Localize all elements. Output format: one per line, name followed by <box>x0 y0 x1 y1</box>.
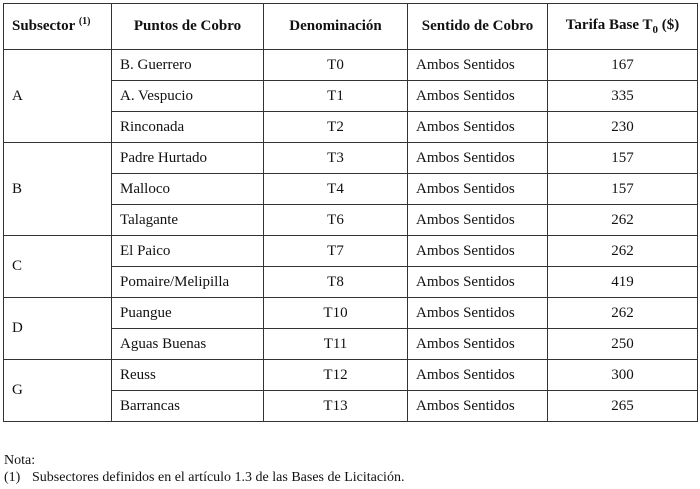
footnote-title: Nota: <box>4 453 36 468</box>
tarifa-cell: 262 <box>548 236 698 267</box>
sentido-cell: Ambos Sentidos <box>408 205 548 236</box>
tarifa-cell: 335 <box>548 81 698 112</box>
punto-cell: Barrancas <box>112 391 264 422</box>
punto-cell: Puangue <box>112 298 264 329</box>
table-row <box>4 360 698 391</box>
toll-table <box>3 3 698 422</box>
sentido-cell: Ambos Sentidos <box>408 174 548 205</box>
tarifa-cell: 167 <box>548 50 698 81</box>
header-row <box>4 4 698 50</box>
punto-cell: Aguas Buenas <box>112 329 264 360</box>
sentido-cell: Ambos Sentidos <box>408 81 548 112</box>
subsector-cell: G <box>4 360 112 422</box>
punto-cell: Reuss <box>112 360 264 391</box>
sentido-cell: Ambos Sentidos <box>408 267 548 298</box>
denominacion-cell: T4 <box>264 174 408 205</box>
punto-cell: El Paico <box>112 236 264 267</box>
tarifa-cell: 265 <box>548 391 698 422</box>
subsector-cell: B <box>4 143 112 236</box>
denominacion-cell: T11 <box>264 329 408 360</box>
punto-cell: B. Guerrero <box>112 50 264 81</box>
denominacion-cell: T7 <box>264 236 408 267</box>
tarifa-cell: 157 <box>548 174 698 205</box>
denominacion-cell: T3 <box>264 143 408 174</box>
punto-cell: A. Vespucio <box>112 81 264 112</box>
denominacion-cell: T6 <box>264 205 408 236</box>
header-subsector: Subsector $^{(1)}$ <box>4 4 112 50</box>
table-row <box>4 236 698 267</box>
table-row <box>4 143 698 174</box>
denominacion-cell: T2 <box>264 112 408 143</box>
header-denominacion: Denominación <box>264 4 408 50</box>
denominacion-cell: T12 <box>264 360 408 391</box>
tarifa-cell: 262 <box>548 298 698 329</box>
header-tarifa: Tarifa Base $T_0$ ($) <box>548 4 698 50</box>
footnote-ref: (1) <box>78 16 91 27</box>
punto-cell: Talagante <box>112 205 264 236</box>
sentido-cell: Ambos Sentidos <box>408 360 548 391</box>
subsector-cell: D <box>4 298 112 360</box>
subsector-cell: A <box>4 50 112 143</box>
table-row <box>4 298 698 329</box>
denominacion-cell: T13 <box>264 391 408 422</box>
tarifa-cell: 157 <box>548 143 698 174</box>
punto-cell: Rinconada <box>112 112 264 143</box>
tarifa-cell: 419 <box>548 267 698 298</box>
footnote <box>4 452 404 486</box>
sentido-cell: Ambos Sentidos <box>408 236 548 267</box>
subsector-cell: C <box>4 236 112 298</box>
denominacion-cell: T8 <box>264 267 408 298</box>
tarifa-cell: 230 <box>548 112 698 143</box>
sentido-cell: Ambos Sentidos <box>408 50 548 81</box>
sentido-cell: Ambos Sentidos <box>408 391 548 422</box>
header-puntos: Puntos de Cobro <box>112 4 264 50</box>
tarifa-cell: 262 <box>548 205 698 236</box>
punto-cell: Pomaire/Melipilla <box>112 267 264 298</box>
sentido-cell: Ambos Sentidos <box>408 112 548 143</box>
sentido-cell: Ambos Sentidos <box>408 298 548 329</box>
footnote-item <box>4 469 404 486</box>
punto-cell: Malloco <box>112 174 264 205</box>
header-sentido: Sentido de Cobro <box>408 4 548 50</box>
footnote-mark: (1) <box>4 470 21 485</box>
sentido-cell: Ambos Sentidos <box>408 143 548 174</box>
punto-cell: Padre Hurtado <box>112 143 264 174</box>
denominacion-cell: T1 <box>264 81 408 112</box>
tarifa-cell: 300 <box>548 360 698 391</box>
denominacion-cell: T0 <box>264 50 408 81</box>
tarifa-cell: 250 <box>548 329 698 360</box>
table-row <box>4 50 698 81</box>
denominacion-cell: T10 <box>264 298 408 329</box>
footnote-text: Subsectores definidos en el artículo 1.3 de las Bases de Licitación. <box>32 470 405 485</box>
sentido-cell: Ambos Sentidos <box>408 329 548 360</box>
